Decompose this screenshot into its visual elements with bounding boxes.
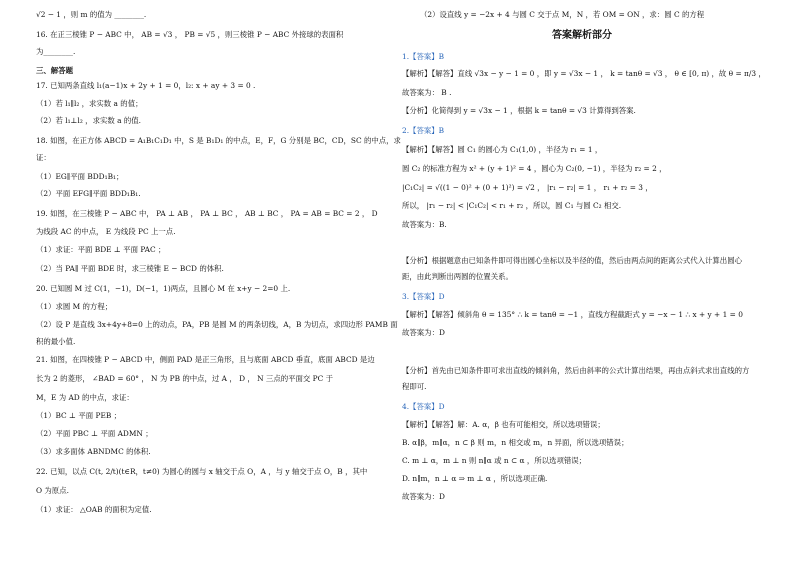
- answer-line: |C₁C₂| = √((1 − 0)² + (0 + 1)²) = √2 ， |r₁ − r₂| = 1 ， r₁ + r₂ = 3 ，: [402, 183, 653, 192]
- left-line: （1）若 l₁∥l₂ ，求实数 a 的值；: [36, 99, 143, 108]
- answer-line: 【分析】根据题意由已知条件即可得出圆心坐标以及半径的值，然后由两点间的距离公式代入计算出圆心: [402, 256, 742, 265]
- answer-line: 圆 C₂ 的标准方程为 x² + (y + 1)² = 4 ，圆心为 C₂(0, −1) ，半径为 r₂ = 2 ，: [402, 164, 667, 173]
- answer-line: 【分析】首先由已知条件即可求出直线的倾斜角，然后由斜率的公式计算出结果，再由点斜式求出直线的方: [402, 366, 750, 375]
- answer-line: 所以， |r₁ − r₂| < |C₁C₂| < r₁ + r₂ ，所以，圆 C₁ 与圆 C₂ 相交.: [402, 201, 622, 210]
- answer-line: B. α∥β，m∥α，n ⊂ β 则 m，n 相交或 m，n 异面，所以选项错误；: [402, 438, 629, 447]
- left-line: 积的最小值.: [36, 337, 76, 346]
- left-line: O 为原点.: [36, 486, 69, 495]
- answer-line: 故答案为：D: [402, 492, 445, 501]
- left-line: 16. 在正三棱锥 P − ABC 中， AB = √3 ， PB = √5 ，则三棱锥 P − ABC 外接球的表面积: [36, 30, 344, 39]
- answer-line: 程即可.: [402, 382, 427, 391]
- left-line: 为线段 AC 的中点， E 为线段 PC 上一点.: [36, 227, 176, 236]
- left-line: （2）当 PA∥ 平面 BDE 时，求三棱锥 E − BCD 的体积.: [36, 264, 224, 273]
- answer-label: 3.【答案】D: [402, 292, 445, 301]
- answer-label: 4.【答案】D: [402, 402, 445, 411]
- answer-line: 故答案为： B .: [402, 88, 452, 97]
- answer-line: 【解析】【解答】圆 C₁ 的圆心为 C₁(1,0) ，半径为 r₁ = 1 ，: [402, 145, 603, 154]
- answer-line: 【解析】【解答】直线 √3x − y − 1 = 0 ，即 y = √3x − 1 ， k = tanθ = √3 ， θ ∈ [0, π) ，故 θ = π/3 ，: [402, 69, 766, 78]
- left-line: 22. 已知，以点 C(t, 2/t)(t∈R，t≠0) 为圆心的圆与 x 轴交于点 O，A ，与 y 轴交于点 O，B ，其中: [36, 467, 368, 476]
- left-line: （1）求圆 M 的方程；: [36, 302, 113, 311]
- left-line: 为________.: [36, 47, 76, 56]
- answer-section-title: 答案解析部分: [552, 30, 612, 41]
- left-line: 证：: [36, 153, 51, 162]
- left-line: （2）平面 PBC ⊥ 平面 ADMN ；: [36, 429, 153, 438]
- left-line: √2 − 1 ，则 m 的值为 ________.: [36, 10, 147, 19]
- left-line: （1）求证： △OAB 的面积为定值.: [36, 505, 152, 514]
- left-line: 长为 2 的菱形， ∠BAD = 60° ， N 为 PB 的中点，过 A ， D ， N 三点的平面交 PC 于: [36, 374, 333, 383]
- answer-label: 1.【答案】B: [402, 52, 445, 61]
- left-line: 三、解答题: [36, 66, 73, 75]
- q22-part2: （2）设直线 y = −2x + 4 与圆 C 交于点 M，N ，若 OM = ON ，求：圆 C 的方程: [420, 10, 705, 19]
- left-line: 21. 如图，在四棱锥 P − ABCD 中，侧面 PAD 是正三角形，且与底面 ABCD 垂直，底面 ABCD 是边: [36, 355, 375, 364]
- left-line: （1）BC ⊥ 平面 PEB ；: [36, 411, 122, 420]
- answer-line: 【分析】化简得到 y = √3x − 1 ，根据 k = tanθ = √3 计算得到答案.: [402, 106, 636, 115]
- answer-line: 【解析】【解答】解：A. α，β 也有可能相交，所以选项错误；: [402, 420, 605, 429]
- left-line: M，E 为 AD 的中点，求证：: [36, 393, 134, 402]
- left-line: （1）求证：平面 BDE ⊥ 平面 PAC ；: [36, 245, 166, 254]
- left-line: （3）求多面体 ABNDMC 的体积.: [36, 447, 151, 456]
- answer-line: 故答案为：D: [402, 328, 445, 337]
- left-line: 18. 如图，在正方体 ABCD = A₁B₁C₁D₁ 中，S 是 B₁D₁ 的中点，E，F，G 分别是 BC，CD，SC 的中点，求: [36, 136, 401, 145]
- left-line: 19. 如图，在三棱锥 P − ABC 中， PA ⊥ AB ， PA ⊥ BC ， AB ⊥ BC ， PA = AB = BC = 2 ， D: [36, 209, 378, 218]
- left-line: 17. 已知两条直线 l₁(a−1)x + 2y + 1 = 0，l₂: x + ay + 3 = 0 .: [36, 81, 256, 90]
- left-line: （2）若 l₁⊥l₂ ，求实数 a 的值.: [36, 116, 141, 125]
- answer-line: C. m ⊥ α，m ⊥ n 则 n∥α 或 n ⊂ α ，所以选项错误；: [402, 456, 587, 465]
- answer-line: 距，由此判断出两圆的位置关系。: [402, 272, 513, 281]
- left-line: 20. 已知圆 M 过 C(1，−1)，D(−1，1)两点，且圆心 M 在 x+y − 2=0 上.: [36, 284, 291, 293]
- answer-line: 故答案为：B.: [402, 220, 447, 229]
- left-line: （2）平面 EFG∥平面 BDD₁B₁.: [36, 189, 141, 198]
- left-line: （1）EG∥平面 BDD₁B₁；: [36, 172, 124, 181]
- answer-line: 【解析】【解答】倾斜角 θ = 135° ∴ k = tanθ = −1 ，直线方程截距式 y = −x − 1 ∴ x + y + 1 = 0: [402, 310, 743, 319]
- answer-label: 2.【答案】B: [402, 126, 445, 135]
- answer-line: D. n∥m，n ⊥ α ⇒ m ⊥ α ，所以选项正确.: [402, 474, 548, 483]
- left-line: （2）设 P 是直线 3x+4y+8=0 上的动点，PA，PB 是圆 M 的两条切线，A，B 为切点，求四边形 PAMB 面: [36, 320, 398, 329]
